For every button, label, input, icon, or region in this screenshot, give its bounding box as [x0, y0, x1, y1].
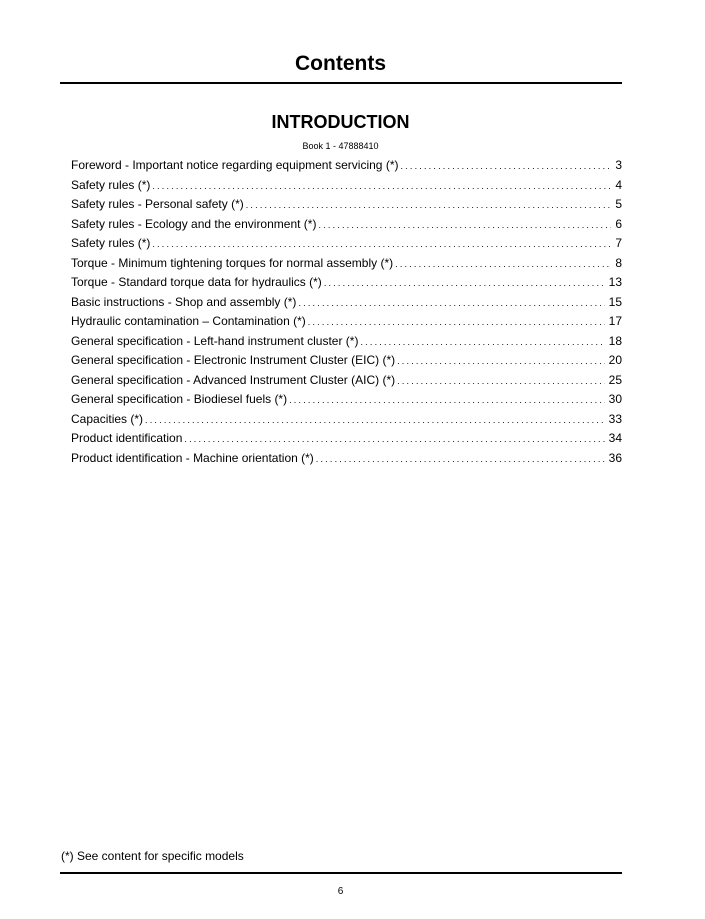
toc-dot-leader [145, 411, 605, 431]
toc-entry[interactable] [71, 254, 622, 274]
toc-dot-leader [308, 313, 605, 333]
toc-dot-leader [289, 391, 605, 411]
toc-entry-label: Hydraulic contamination – Contamination (*) [71, 314, 306, 328]
footer-divider [60, 872, 622, 874]
toc-entry-label: Capacities (*) [71, 411, 144, 426]
toc-entry-page: 5 [615, 197, 622, 211]
toc-entry-page: 33 [608, 411, 622, 426]
toc-entry-page: 6 [615, 216, 622, 231]
toc-entry[interactable] [71, 273, 622, 293]
toc-entry-label: General specification - Advanced Instrument Cluster (AIC) (*) [71, 372, 396, 387]
toc-entry-label: Safety rules (*) [71, 177, 151, 192]
toc-entry-page: 36 [608, 450, 622, 465]
toc-dot-leader [318, 216, 611, 236]
toc-entry[interactable] [71, 215, 622, 235]
toc-entry[interactable] [71, 234, 622, 254]
toc-entry-page: 34 [608, 431, 622, 445]
toc-entry-label: Safety rules - Personal safety (*) [71, 197, 244, 211]
page-number: 6 [337, 886, 344, 897]
toc-dot-leader [152, 177, 611, 197]
toc-dot-leader [395, 255, 611, 275]
toc-dot-leader [246, 196, 612, 216]
page-title: Contents [295, 52, 386, 75]
toc-entry-label: Foreword - Important notice regarding equipment servicing (*) [71, 158, 399, 172]
toc-entry[interactable] [71, 410, 622, 430]
toc-entry-page: 8 [615, 255, 622, 270]
toc-entry[interactable] [71, 390, 622, 410]
table-of-contents [71, 156, 622, 468]
toc-dot-leader [152, 235, 611, 255]
toc-dot-leader [316, 450, 605, 470]
toc-entry-page: 18 [608, 333, 622, 348]
toc-entry-label: Basic instructions - Shop and assembly (*) [71, 294, 297, 309]
toc-dot-leader [360, 333, 604, 353]
toc-dot-leader [184, 430, 604, 450]
toc-entry-label: Product identification - Machine orientation (*) [71, 450, 314, 465]
toc-dot-leader [400, 157, 611, 177]
toc-entry[interactable] [71, 312, 622, 332]
toc-entry[interactable] [71, 156, 622, 176]
toc-entry-label: Safety rules - Ecology and the environment (*) [71, 216, 317, 231]
toc-entry-page: 30 [608, 392, 622, 406]
toc-entry[interactable] [71, 332, 622, 352]
toc-entry-page: 13 [608, 275, 622, 289]
toc-entry[interactable] [71, 429, 622, 449]
toc-entry-label: General specification - Electronic Instrument Cluster (EIC) (*) [71, 353, 396, 367]
toc-dot-leader [298, 294, 604, 314]
toc-entry-page: 4 [615, 177, 622, 192]
toc-entry-page: 15 [608, 294, 622, 309]
toc-entry-label: Product identification [71, 431, 183, 445]
toc-entry-label: General specification - Biodiesel fuels (*) [71, 392, 288, 406]
header-divider [60, 82, 622, 84]
toc-entry-page: 3 [615, 158, 622, 172]
toc-entry-page: 17 [608, 314, 622, 328]
toc-entry-label: Torque - Minimum tightening torques for normal assembly (*) [71, 255, 394, 270]
toc-entry-page: 20 [608, 353, 622, 367]
toc-dot-leader [397, 352, 605, 372]
section-title: INTRODUCTION [271, 112, 410, 132]
toc-entry[interactable] [71, 293, 622, 313]
toc-entry-label: Safety rules (*) [71, 236, 151, 250]
toc-entry[interactable] [71, 351, 622, 371]
book-reference: Book 1 - 47888410 [302, 141, 379, 151]
toc-entry-page: 25 [608, 372, 622, 387]
toc-dot-leader [397, 372, 605, 392]
toc-entry[interactable] [71, 449, 622, 469]
toc-entry-label: Torque - Standard torque data for hydraulics (*) [71, 275, 322, 289]
footnote: (*) See content for specific models [61, 849, 244, 863]
toc-dot-leader [324, 274, 605, 294]
toc-entry-label: General specification - Left-hand instrument cluster (*) [71, 333, 359, 348]
toc-entry[interactable] [71, 195, 622, 215]
toc-entry-page: 7 [615, 236, 622, 250]
toc-entry[interactable] [71, 176, 622, 196]
toc-entry[interactable] [71, 371, 622, 391]
